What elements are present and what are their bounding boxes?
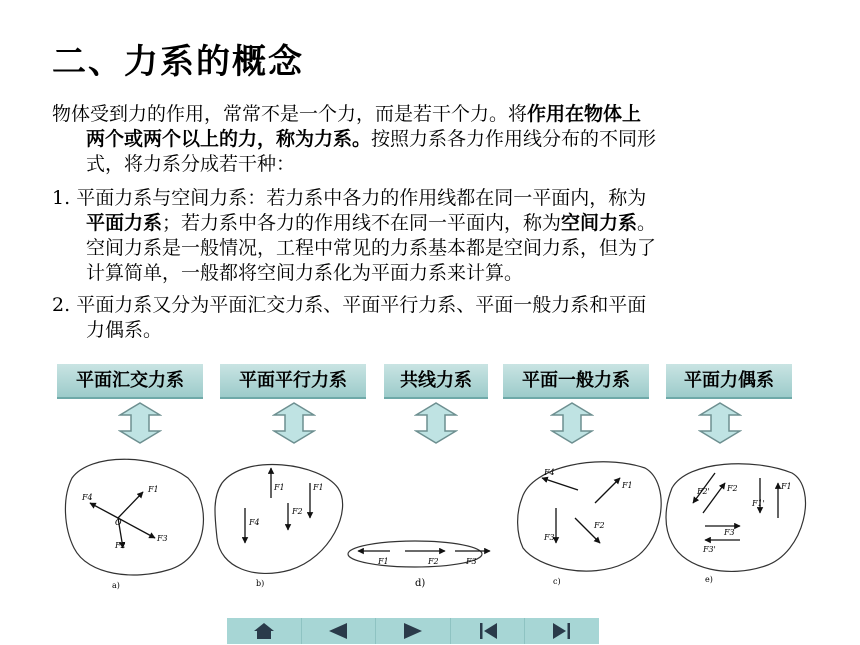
intro-text-e: 式，将力系分成若干种： <box>86 153 296 175</box>
double-arrow-icon <box>550 402 594 444</box>
force-label: F2 <box>115 541 126 550</box>
item-1-line-3: 空间力系是一般情况，工程中常见的力系基本都是空间力系，但为了 <box>86 237 657 259</box>
force-label: F1 <box>313 483 324 492</box>
home-icon <box>253 622 275 640</box>
figure-a-concurrent <box>65 459 203 590</box>
prev-icon <box>327 622 349 640</box>
force-label: F1 <box>378 557 389 566</box>
last-icon <box>551 622 573 640</box>
prev-button[interactable] <box>302 618 377 644</box>
force-label: F4 <box>249 518 260 527</box>
origin-label: O <box>115 518 122 527</box>
force-label: F2 <box>292 507 303 516</box>
item-2 <box>52 293 812 343</box>
force-label: F3' <box>703 545 716 554</box>
double-arrow-icon <box>118 402 162 444</box>
force-label: F2 <box>594 521 605 530</box>
double-arrow-icon <box>414 402 458 444</box>
category-couple: 平面力偶系 <box>666 364 792 399</box>
force-label: F1 <box>781 482 792 491</box>
next-icon <box>402 622 424 640</box>
figure-caption: c) <box>553 577 561 586</box>
force-label: F3 <box>157 534 168 543</box>
figure-caption: e) <box>705 575 713 584</box>
term-planar-force-system: 平面力系 <box>86 212 163 234</box>
category-concurrent: 平面汇交力系 <box>57 364 203 399</box>
force-label: F4 <box>544 468 555 477</box>
home-button[interactable] <box>227 618 302 644</box>
item-2-line-1: 平面力系又分为平面汇交力系、平面平行力系、平面一般力系和平面 <box>76 294 647 316</box>
item-1-line-1: 平面力系与空间力系：若力系中各力的作用线都在同一平面内，称为 <box>76 187 647 209</box>
force-label: F3 <box>544 533 555 542</box>
item-1-line-2-end: 。 <box>637 212 657 234</box>
force-label: F2 <box>727 484 738 493</box>
term-spatial-force-system: 空间力系 <box>561 212 638 234</box>
category-collinear: 共线力系 <box>384 364 488 399</box>
item-1 <box>52 186 812 286</box>
force-label: F2' <box>697 487 710 496</box>
force-label: F1 <box>274 483 285 492</box>
item-2-number: 2. <box>52 294 71 316</box>
figure-e-couple <box>666 464 805 584</box>
category-general: 平面一般力系 <box>503 364 649 399</box>
intro-text-d: 按照力系各力作用线分布的不同形 <box>371 128 657 150</box>
first-icon <box>477 622 499 640</box>
first-button[interactable] <box>451 618 526 644</box>
item-1-line-2-text: ；若力系中各力的作用线不在同一平面内，称为 <box>162 212 562 234</box>
intro-bold-c: 两个或两个以上的力，称为力系。 <box>86 128 372 150</box>
intro-text-a: 物体受到力的作用，常常不是一个力，而是若干个力。将 <box>52 103 528 125</box>
figure-b-parallel <box>215 464 343 588</box>
figure-caption: d) <box>415 578 426 589</box>
force-label: F3 <box>466 557 477 566</box>
next-button[interactable] <box>376 618 451 644</box>
force-label: F3 <box>724 528 735 537</box>
intro-paragraph <box>52 102 812 177</box>
force-label: F1' <box>752 499 765 508</box>
figure-caption: a) <box>112 581 120 590</box>
figure-c-general <box>518 462 662 586</box>
double-arrow-icon <box>698 402 742 444</box>
intro-bold-b: 作用在物体上 <box>527 103 642 125</box>
item-2-line-2: 力偶系。 <box>86 319 163 341</box>
force-label: F1 <box>622 481 633 490</box>
force-system-figures <box>60 448 820 593</box>
slide-nav-bar <box>227 618 599 644</box>
item-1-number: 1. <box>52 187 71 209</box>
force-label: F4 <box>82 493 93 502</box>
last-button[interactable] <box>525 618 599 644</box>
figure-caption: b) <box>256 579 265 588</box>
page-title: 二、力系的概念 <box>52 42 304 82</box>
force-label: F2 <box>428 557 439 566</box>
item-1-line-4: 计算简单，一般都将空间力系化为平面力系来计算。 <box>86 262 524 284</box>
figure-d-collinear <box>348 541 490 589</box>
double-arrow-icon <box>272 402 316 444</box>
category-parallel: 平面平行力系 <box>220 364 366 399</box>
force-label: F1 <box>148 485 159 494</box>
